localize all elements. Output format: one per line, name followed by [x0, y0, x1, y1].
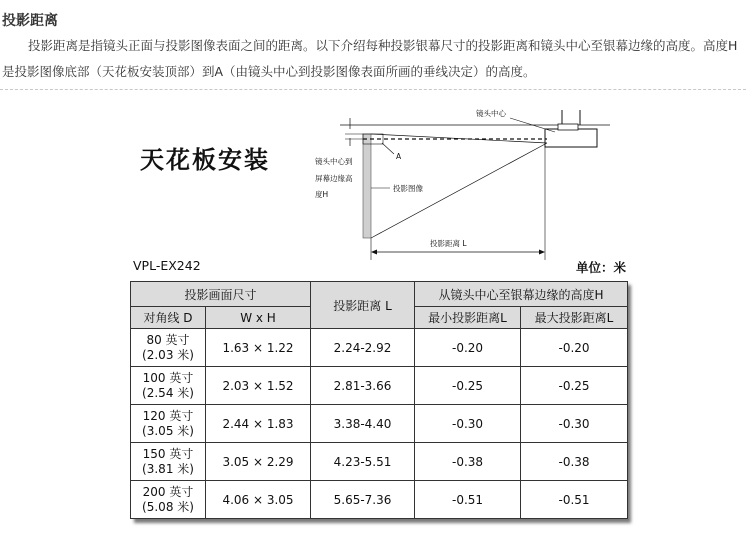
table-row — [131, 329, 628, 367]
min-height-cell: -0.25 — [415, 367, 521, 405]
table-row — [131, 367, 628, 405]
intro-paragraph — [2, 33, 744, 85]
wxh-cell: 2.03 × 1.52 — [206, 367, 311, 405]
spec-table-wrapper — [130, 281, 627, 519]
distance-cell: 2.24-2.92 — [311, 329, 415, 367]
header-screen-size: 投影画面尺寸 — [131, 282, 311, 307]
wxh-cell: 1.63 × 1.22 — [206, 329, 311, 367]
projection-spec-table — [130, 281, 628, 519]
diagonal-cell — [131, 405, 206, 443]
diagonal-cell — [131, 481, 206, 519]
max-height-cell: -0.25 — [521, 367, 628, 405]
min-height-cell: -0.38 — [415, 443, 521, 481]
projection-screen — [363, 134, 371, 238]
min-height-cell: -0.30 — [415, 405, 521, 443]
distance-arrowhead-left — [371, 250, 377, 255]
image-label: 投影图像 — [393, 184, 423, 193]
min-height-cell: -0.20 — [415, 329, 521, 367]
wxh-cell: 3.05 × 2.29 — [206, 443, 311, 481]
size-meters: (2.03 米) — [142, 347, 194, 362]
wxh-cell: 2.44 × 1.83 — [206, 405, 311, 443]
size-meters: (2.54 米) — [142, 385, 194, 400]
model-number: VPL-EX242 — [133, 258, 201, 273]
height-label-line1: 镜头中心到 — [315, 157, 353, 166]
header-max: 最大投影距离L — [521, 307, 628, 329]
size-meters: (3.05 米) — [142, 423, 194, 438]
size-inches: 150 英寸 — [142, 446, 194, 461]
lens-center-label: 镜头中心 — [476, 109, 506, 118]
header-min: 最小投影距离L — [415, 307, 521, 329]
size-inches: 100 英寸 — [142, 370, 194, 385]
table-row — [131, 481, 628, 519]
diagonal-cell — [131, 443, 206, 481]
size-inches: 80 英寸 — [146, 332, 190, 347]
distance-cell: 4.23-5.51 — [311, 443, 415, 481]
point-a-label: A — [396, 152, 402, 161]
max-height-cell: -0.20 — [521, 329, 628, 367]
wxh-cell: 4.06 × 3.05 — [206, 481, 311, 519]
header-distance: 投影距离 L — [311, 282, 415, 329]
intro-text: 投影距离是指镜头正面与投影图像表面之间的距离。以下介绍每种投影银幕尺寸的投影距离和镜头中心至银幕边缘的高度。高度H是投影图像底部（天花板安装顶部）到A（由镜头中心到投影图像表面所画的垂线决定）的高度。 — [2, 38, 738, 79]
projector-body — [545, 129, 597, 147]
section-divider — [0, 89, 746, 90]
header-diagonal: 对角线 D — [131, 307, 206, 329]
table-row — [131, 443, 628, 481]
distance-cell: 5.65-7.36 — [311, 481, 415, 519]
distance-cell: 3.38-4.40 — [311, 405, 415, 443]
height-label-line3: 度H — [315, 190, 329, 199]
size-meters: (5.08 米) — [142, 499, 194, 514]
projector-top — [558, 124, 578, 130]
diagram-title: 天花板安装 — [140, 146, 270, 174]
size-inches: 120 英寸 — [142, 408, 194, 423]
distance-arrowhead-right — [539, 250, 545, 255]
a-leader — [382, 143, 394, 154]
min-height-cell: -0.51 — [415, 481, 521, 519]
header-wxh: W x H — [206, 307, 311, 329]
size-meters: (3.81 米) — [142, 461, 194, 476]
distance-cell: 2.81-3.66 — [311, 367, 415, 405]
table-row — [131, 405, 628, 443]
header-height-group: 从镜头中心至银幕边缘的高度H — [415, 282, 628, 307]
ceiling-mount-diagram — [300, 96, 620, 266]
max-height-cell: -0.30 — [521, 405, 628, 443]
diagonal-cell — [131, 329, 206, 367]
table-header-row — [131, 282, 628, 307]
max-height-cell: -0.51 — [521, 481, 628, 519]
max-height-cell: -0.38 — [521, 443, 628, 481]
unit-label: 单位：米 — [576, 260, 627, 275]
size-inches: 200 英寸 — [142, 484, 194, 499]
height-label-line2: 屏幕边缘高 — [315, 174, 353, 183]
diagonal-cell — [131, 367, 206, 405]
distance-label: 投影距离 L — [430, 239, 467, 248]
page-heading: 投影距离 — [2, 13, 58, 29]
